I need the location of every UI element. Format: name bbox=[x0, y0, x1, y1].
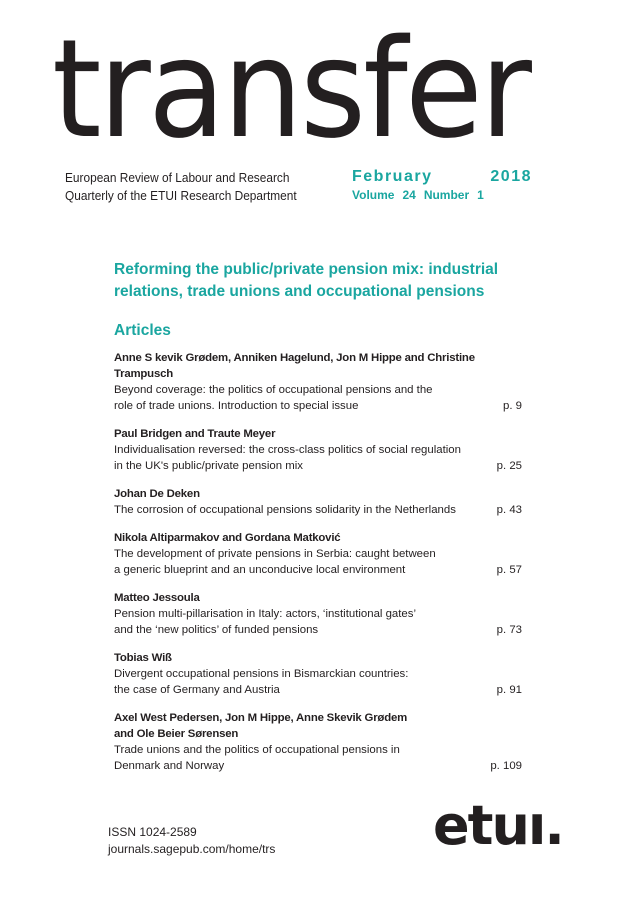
article-entry[interactable] bbox=[114, 650, 522, 698]
article-authors: Nikola Altiparmakov and Gordana Matković bbox=[114, 532, 341, 544]
article-authors: Paul Bridgen and Traute Meyer bbox=[114, 428, 276, 440]
article-page: p. 57 bbox=[496, 564, 522, 576]
number-value: 1 bbox=[477, 188, 484, 202]
issue-date bbox=[352, 167, 532, 187]
number-label: Number bbox=[423, 188, 470, 202]
issue-month: February bbox=[352, 168, 433, 185]
article-title: Trade unions and the politics of occupational pensions in Denmark and Norway bbox=[114, 744, 400, 772]
issue-info bbox=[352, 167, 532, 203]
article-entry[interactable] bbox=[114, 530, 522, 578]
volume-label: Volume bbox=[352, 188, 395, 202]
articles-heading: Articles bbox=[114, 322, 171, 339]
subtitle-line: European Review of Labour and Research bbox=[65, 171, 290, 185]
article-title: Divergent occupational pensions in Bismarckian countries: the case of Germany and Austria bbox=[114, 668, 409, 696]
issn: ISSN 1024-2589 bbox=[108, 825, 197, 839]
issue-year: 2018 bbox=[490, 168, 532, 185]
article-authors: Axel West Pedersen, Jon M Hippe, Anne Skevik Grødem and Ole Beier Sørensen bbox=[114, 712, 408, 740]
article-page: p. 91 bbox=[496, 684, 522, 696]
special-issue-theme: Reforming the public/private pension mix: industrial relations, trade unions and occupational pensions bbox=[114, 261, 499, 300]
article-page: p. 9 bbox=[503, 400, 522, 412]
etui-logo: etuı. bbox=[433, 794, 563, 857]
issue-volume-number bbox=[352, 187, 532, 203]
articles-list bbox=[114, 350, 522, 786]
article-entry[interactable] bbox=[114, 710, 522, 774]
publication-info bbox=[108, 824, 275, 858]
article-entry[interactable] bbox=[114, 486, 522, 518]
article-page: p. 109 bbox=[490, 760, 522, 772]
article-authors: Tobias Wiß bbox=[114, 652, 172, 664]
journal-title: transfer bbox=[52, 11, 530, 169]
article-page: p. 25 bbox=[496, 460, 522, 472]
article-authors: Johan De Deken bbox=[114, 488, 200, 500]
article-title: Beyond coverage: the politics of occupational pensions and the role of trade unions. Introduction to special issue bbox=[114, 384, 433, 412]
article-authors: Matteo Jessoula bbox=[114, 592, 200, 604]
article-entry[interactable] bbox=[114, 426, 522, 474]
article-page: p. 43 bbox=[496, 504, 522, 516]
journal-subtitle bbox=[65, 169, 297, 205]
article-entry[interactable] bbox=[114, 590, 522, 638]
volume-value: 24 bbox=[402, 188, 416, 202]
article-page: p. 73 bbox=[496, 624, 522, 636]
article-title: Pension multi-pillarisation in Italy: actors, ‘institutional gates’ and the ‘new politics’ of funded pensions bbox=[114, 608, 416, 636]
article-title: The corrosion of occupational pensions solidarity in the Netherlands bbox=[114, 504, 456, 516]
article-title: The development of private pensions in Serbia: caught between a generic blueprint and an unconducive local environment bbox=[114, 548, 436, 576]
article-entry[interactable] bbox=[114, 350, 522, 414]
subtitle-line: Quarterly of the ETUI Research Department bbox=[65, 189, 297, 203]
article-authors: Anne S kevik Grødem, Anniken Hagelund, Jon M Hippe and Christine Trampusch bbox=[114, 352, 475, 380]
article-title: Individualisation reversed: the cross-class politics of social regulation in the UK's public/private pension mix bbox=[114, 444, 461, 472]
journal-url[interactable]: journals.sagepub.com/home/trs bbox=[108, 842, 276, 856]
